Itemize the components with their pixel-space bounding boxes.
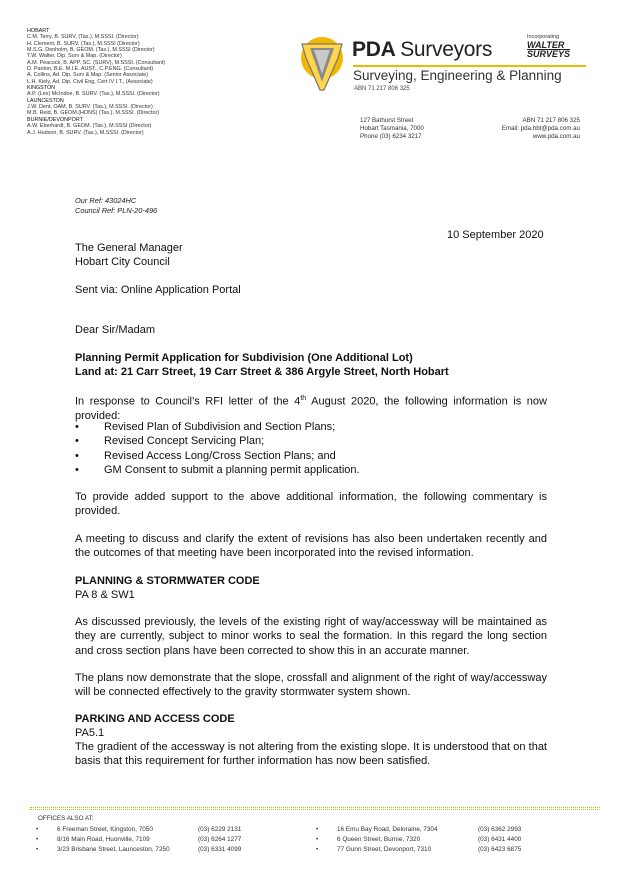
enclosures-list [75, 420, 547, 478]
staff-member: A.M. Peacock, B. APP. SC. (SURV), M.SSSI. (Consultant) [27, 59, 166, 66]
office-phone: (03) 6362 2993 [478, 826, 522, 833]
staff-member: A.P. (Lex) McIndoe, B. SURV. (Tas.), M.SSSI. (Director) [27, 91, 160, 98]
salutation: Dear Sir/Madam [75, 324, 156, 336]
levels-paragraph: As discussed previously, the levels of the existing right of way/accessway will be maintained as they are currently, subject to minor works to seal the formation. In this regard the long section and cross section plans have been corrected to show this in an accurate manner. [75, 616, 547, 657]
support-paragraph: To provide added support to the above additional information, the following commentary is provided. [75, 491, 547, 518]
intro-text-cont: August 2020, the following information is now provided: [75, 395, 547, 423]
office-group-heading: KINGSTON [27, 85, 56, 92]
parking-subheading: PA5.1 [75, 727, 105, 739]
office-phone: (03) 6264 1277 [198, 836, 242, 843]
brand-bold: PDA [352, 38, 395, 61]
address-line: 127 Bathurst Street [360, 117, 414, 124]
incorporating-label: Incorporating [527, 34, 560, 40]
office-address: 6 Freeman Street, Kingston, 7050 [57, 826, 153, 833]
office-address: 77 Gunn Street, Devonport, 7310 [337, 846, 432, 853]
list-item: • GM Consent to submit a planning permit application. [75, 463, 547, 477]
office-phone: (03) 6423 6875 [478, 846, 522, 853]
contact-website: www.pda.com.au [532, 132, 580, 140]
office-phone: (03) 6331 4099 [198, 846, 242, 853]
list-item: • Revised Concept Servicing Plan; [75, 434, 547, 448]
tagline: Surveying, Engineering & Planning [353, 68, 562, 83]
office-row [36, 835, 296, 845]
meeting-paragraph: A meeting to discuss and clarify the extent of revisions has also been undertaken recently and the outcomes of that meeting have been incorporated into the revised information. [75, 533, 547, 560]
footer-divider [30, 809, 600, 810]
contact-abn: ABN 71 217 806 325 [522, 117, 580, 124]
staff-member: J.W. Dent, OAM, B. SURV. (Tas.), M.SSSI. (Director) [27, 104, 153, 111]
office-row [316, 845, 576, 855]
abn: ABN 71 217 806 325 [354, 86, 410, 92]
office-phone: (03) 6229 2131 [198, 826, 242, 833]
bullet-icon: • [316, 836, 319, 843]
parking-heading: PARKING AND ACCESS CODE [75, 713, 235, 725]
brand-underline [353, 65, 586, 67]
office-address: 6 Queen Street, Burnie, 7320 [337, 836, 421, 843]
our-ref: Our Ref: 43024HC [75, 196, 137, 205]
bullet-icon: • [316, 846, 319, 853]
planning-heading: PLANNING & STORMWATER CODE [75, 575, 260, 587]
office-phone: (03) 6431 4400 [478, 836, 522, 843]
office-group-heading: LAUNCESTON [27, 97, 64, 104]
address-line: Hobart Tasmania, 7000 [360, 124, 424, 132]
footer-heading: OFFICES ALSO AT: [38, 815, 94, 822]
sent-via: Sent via: Online Application Portal [75, 284, 241, 296]
letter-date: 10 September 2020 [447, 229, 544, 241]
footer-offices-left [36, 825, 296, 855]
gradient-paragraph: The gradient of the accessway is not altering from the existing slope. It is understood that on that basis that this requirement for further information has now been satisfied. [75, 741, 547, 768]
staff-member: H. Clement, B. SURV. (Tas.), M.SSSI (Director) [27, 40, 140, 47]
footer-offices-right [316, 825, 576, 855]
council-ref: Council Ref: PLN-20-496 [75, 205, 158, 215]
office-address: 3/23 Brisbane Street, Launceston, 7250 [57, 846, 170, 853]
office-row [36, 825, 296, 835]
office-group-heading: BURNIE/DEVONPORT [27, 116, 83, 123]
recipient-org: Hobart City Council [75, 256, 170, 269]
staff-member: M.S.G. Denholm, B. GEOM. (Tas.), M.SSSI (Director) [27, 47, 155, 54]
office-address: 8/16 Main Road, Huonville, 7109 [57, 836, 150, 843]
staff-member: L.H. Kiely, Ad. Dip. Civil Eng, Cert IV I.T., (Associate) [27, 78, 153, 85]
address-phone: Phone (03) 6234 3217 [360, 132, 422, 140]
footer-divider [30, 807, 600, 808]
list-item: • Revised Access Long/Cross Section Plans; and [75, 449, 547, 463]
references [75, 196, 157, 215]
walter-text: WALTER [527, 40, 565, 50]
intro-text: In response to Council’s RFI letter of the 4 [75, 395, 301, 408]
staff-member: T.W. Walter, Dip. Surv & Map. (Director) [27, 53, 122, 60]
staff-member: A. Collins, Ad. Dip. Surv & Map. (Senior Associate) [27, 72, 149, 79]
intro-sup: th [300, 395, 307, 402]
office-row [36, 845, 296, 855]
brand-name [352, 38, 492, 62]
office-address [360, 117, 424, 140]
pda-shield-logo-icon [298, 36, 348, 92]
brand-light: Surveyors [400, 38, 493, 61]
staff-member: A.J. Hudson, B. SURV. (Tas.), M.SSSI. (Director) [27, 129, 144, 136]
bullet-icon: • [316, 826, 319, 833]
recipient [75, 241, 547, 270]
surveys-text: SURVEYS [527, 49, 571, 59]
bullet-icon: • [36, 836, 39, 843]
subject-land: Land at: 21 Carr Street, 19 Carr Street & 386 Argyle Street, North Hobart [75, 366, 449, 379]
bullet-icon: • [36, 826, 39, 833]
contact-email: Email: pda.hbt@pda.com.au [501, 124, 580, 132]
list-item: • Revised Plan of Subdivision and Section Plans; [75, 420, 547, 434]
subject [75, 351, 547, 380]
plans-paragraph: The plans now demonstrate that the slope, crossfall and alignment of the right of way/accessway will be connected effectively to the gravity stormwater system shown. [75, 672, 547, 699]
staff-member: D. Panton, B.E. M.I.E. AUST., C.P.ENG. (Consultant) [27, 66, 154, 73]
office-address: 16 Emu Bay Road, Deloraine, 7304 [337, 826, 438, 833]
office-row [316, 835, 576, 845]
intro-paragraph [75, 392, 547, 423]
staff-list [27, 28, 165, 136]
staff-member: A.W. Eberhardt, B. GEOM. (Tas.), M.SSSI (Director) [27, 123, 152, 130]
bullet-icon: • [36, 846, 39, 853]
planning-subheading: PA 8 & SW1 [75, 589, 135, 601]
office-group-heading: HOBART [27, 28, 50, 34]
staff-member: M.B. Reid, B. GEOM.(HONS) (Tas.), M.SSSI. (Director) [27, 110, 160, 117]
walter-surveys-logo [527, 41, 570, 58]
staff-member: C.M. Terry, B. SURV. (Tas.), M.SSSI. (Director) [27, 34, 139, 41]
subject-line: Planning Permit Application for Subdivision (One Additional Lot) [75, 352, 413, 364]
office-contact [482, 117, 580, 140]
office-row [316, 825, 576, 835]
recipient-title: The General Manager [75, 242, 183, 254]
